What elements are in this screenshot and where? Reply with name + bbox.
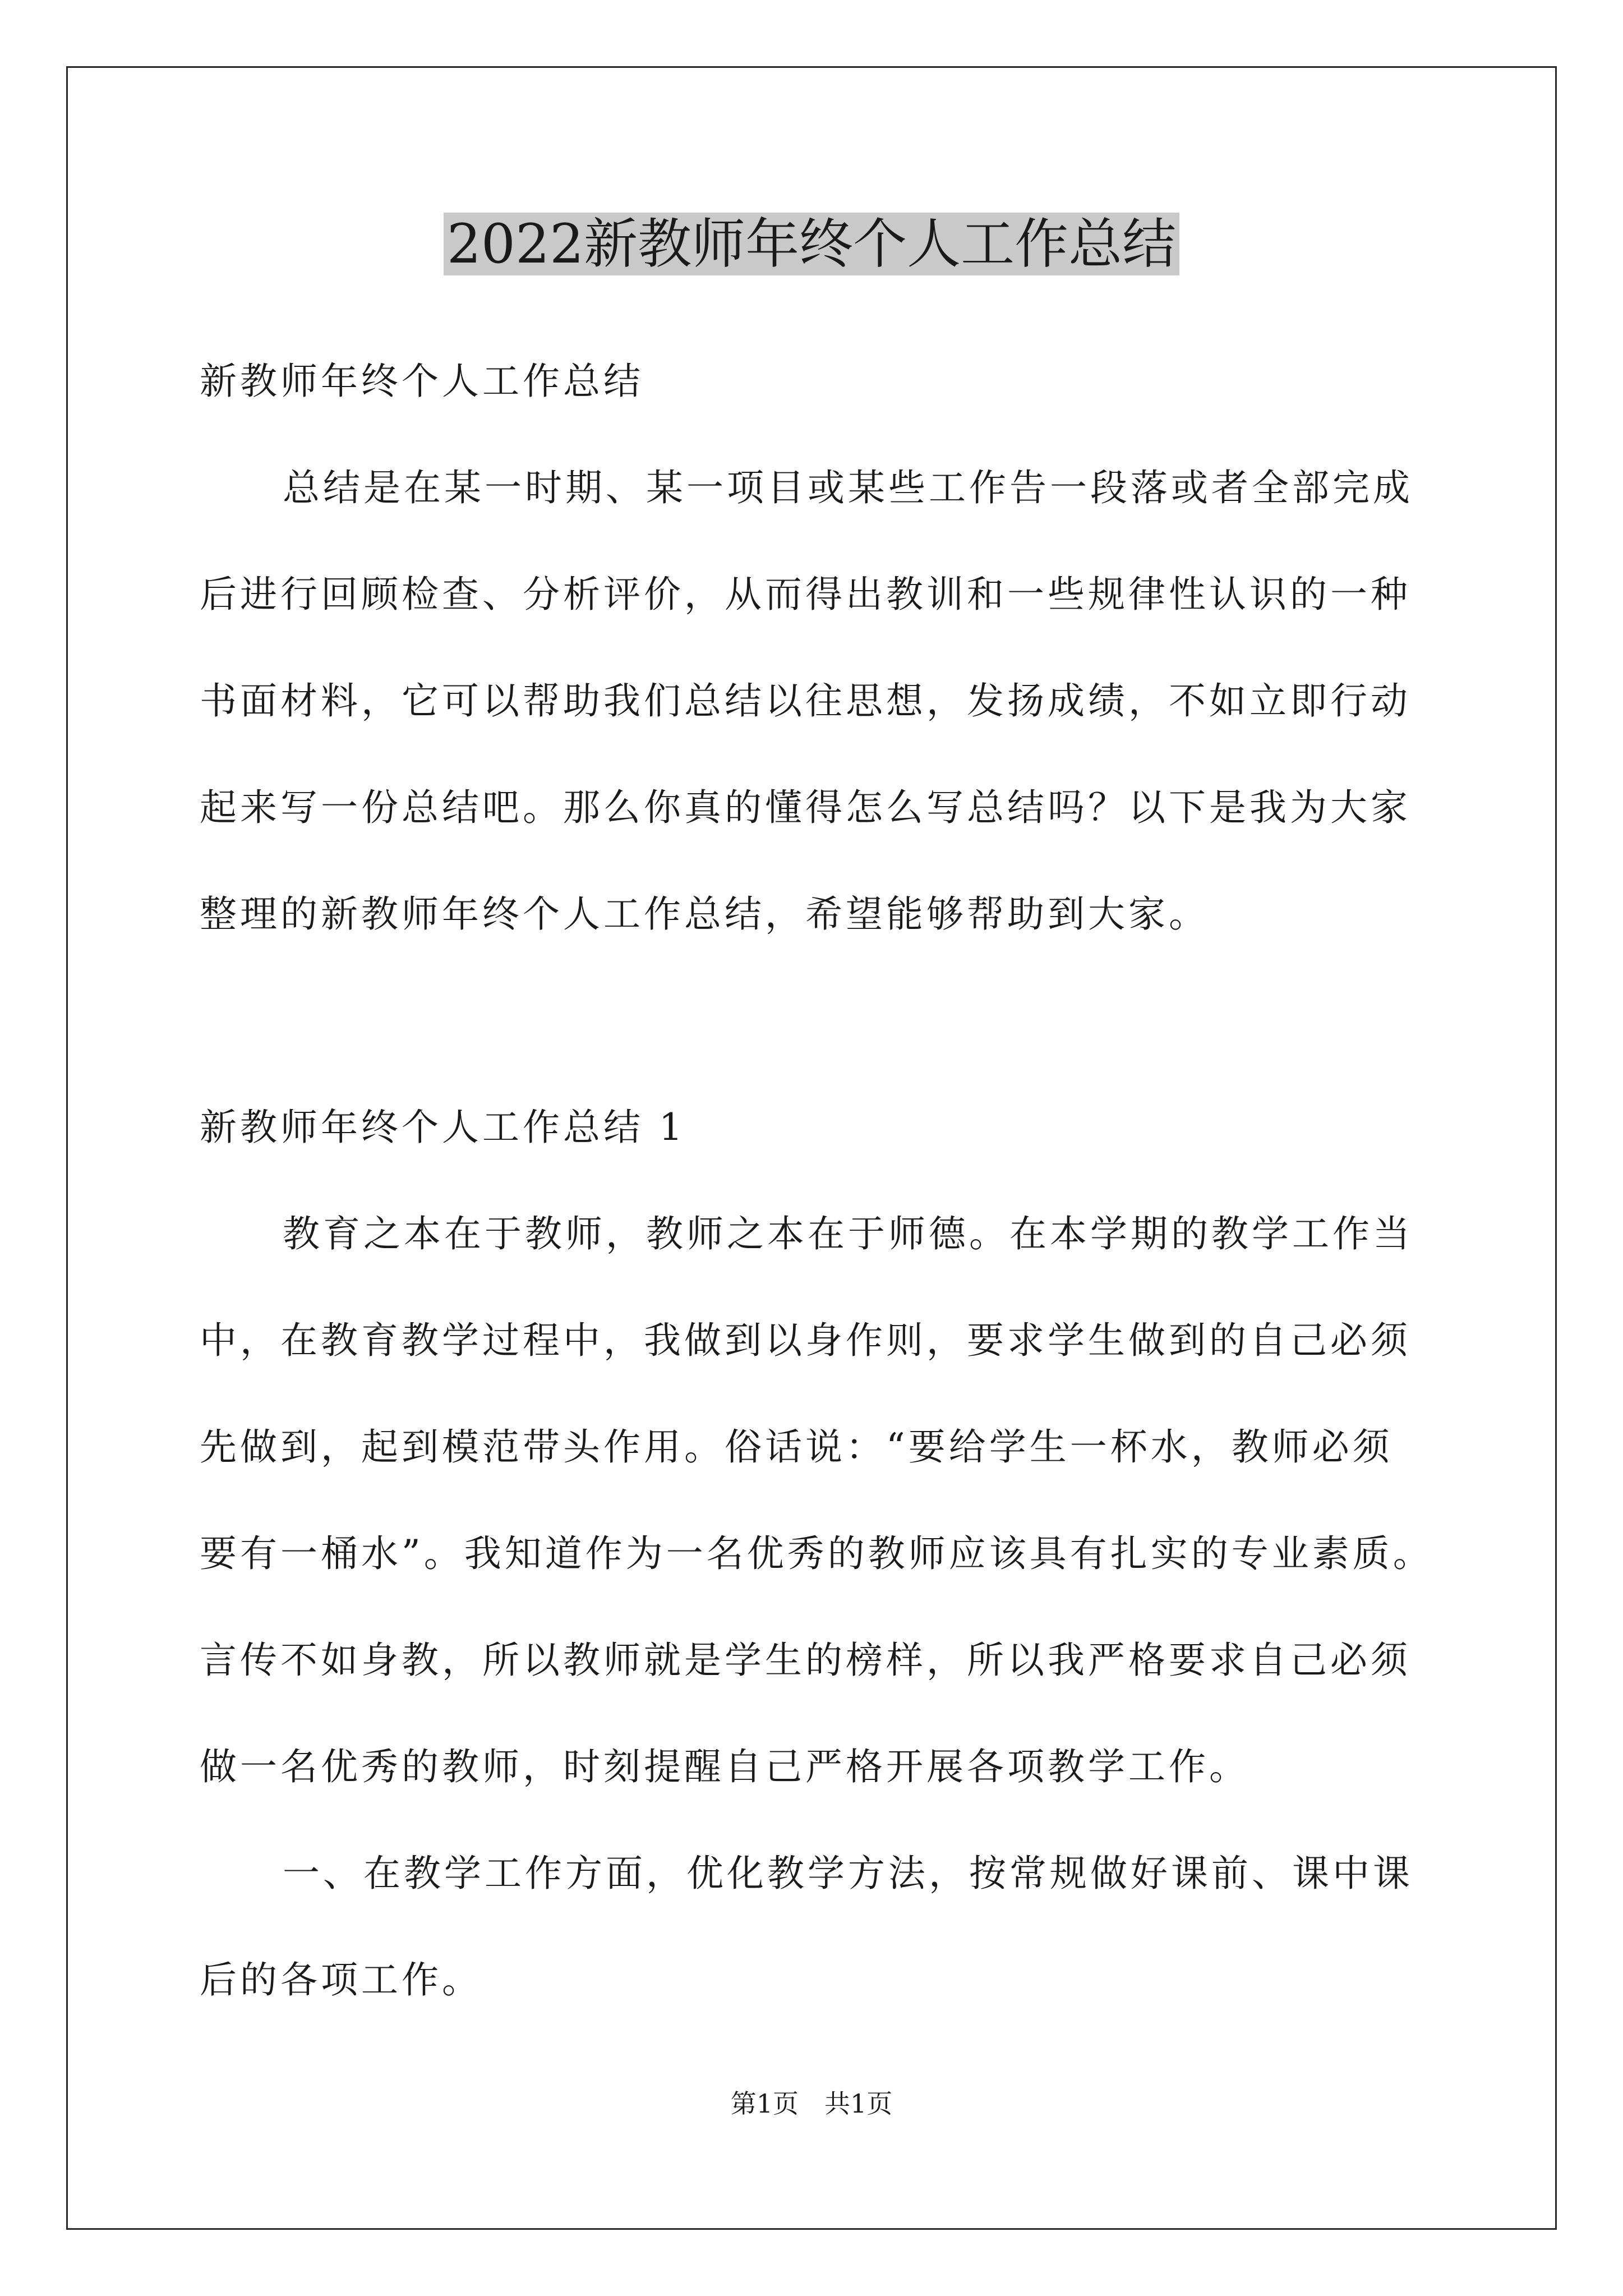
- page-footer: 第1页 共1页: [730, 2088, 893, 2119]
- section-line-2: 中，在教育教学过程中，我做到以身作则，要求学生做到的自己必须: [200, 1319, 1411, 1362]
- intro-line-4: 起来写一份总结吧。那么你真的懂得怎么写总结吗？以下是我为大家: [200, 786, 1411, 829]
- subtitle: 新教师年终个人工作总结: [200, 360, 644, 403]
- intro-line-2: 后进行回顾检查、分析评价，从而得出教训和一些规律性认识的一种: [200, 573, 1411, 616]
- section-heading: 新教师年终个人工作总结 1: [200, 1106, 686, 1149]
- intro-line-3: 书面材料，它可以帮助我们总结以往思想，发扬成绩，不如立即行动: [200, 679, 1411, 723]
- point-1-line-2: 后的各项工作。: [200, 1958, 482, 2001]
- section-line-1: 教育之本在于教师，教师之本在于师德。在本学期的教学工作当: [283, 1212, 1413, 1255]
- intro-line-1: 总结是在某一时期、某一项目或某些工作告一段落或者全部完成: [283, 466, 1413, 509]
- intro-line-5: 整理的新教师年终个人工作总结，希望能够帮助到大家。: [200, 892, 1209, 936]
- section-line-3: 先做到，起到模范带头作用。俗话说：“要给学生一杯水，教师必须: [200, 1425, 1393, 1469]
- point-1-line-1: 一、在教学工作方面，优化教学方法，按常规做好课前、课中课: [283, 1852, 1413, 1895]
- section-line-4: 要有一桶水”。我知道作为一名优秀的教师应该具有扎实的专业素质。: [200, 1532, 1433, 1575]
- document-title: 2022新教师年终个人工作总结: [0, 202, 1623, 286]
- section-line-5: 言传不如身教，所以教师就是学生的榜样，所以我严格要求自己必须: [200, 1639, 1411, 1682]
- section-line-6: 做一名优秀的教师，时刻提醒自己严格开展各项教学工作。: [200, 1745, 1249, 1788]
